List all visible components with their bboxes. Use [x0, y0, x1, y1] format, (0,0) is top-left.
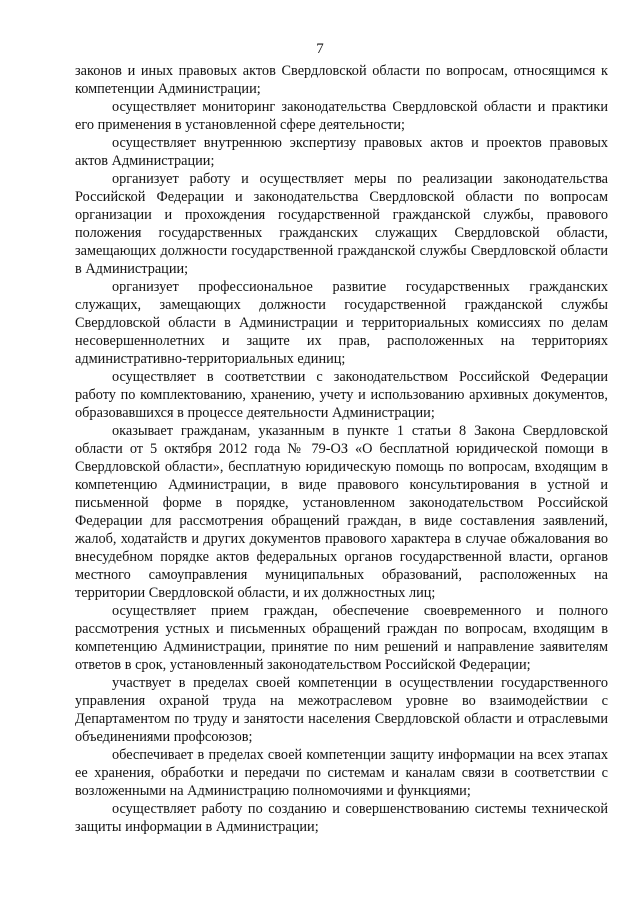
page-number: 7: [316, 41, 324, 57]
paragraph-archives: осуществляет в соответствии с законодательством Российской Федерации работу по комплектованию, хранению, учету и использованию архивных документов, образовавшихся в процессе деятельности Администрации;: [75, 369, 608, 421]
paragraph-professional-development: организует профессиональное развитие государственных гражданских служащих, замещающих должности государственной гражданской службы Свердловской области в Администрации и территориальных комиссиях по делам несовершеннолетних и защите их прав, расположенных на территориях административно-территориальных единиц;: [75, 279, 608, 367]
paragraph-legal-aid: оказывает гражданам, указанным в пункте 1 статьи 8 Закона Свердловской области от 5 октября 2012 года № 79-ОЗ «О бесплатной юридической помощи в Свердловской области», бесплатную юридическую помощь по вопросам, входящим в компетенцию Администрации, в виде правового консультирования в устной и письменной форме в порядке, установленном законодательством Российской Федерации для рассмотрения обращений граждан, в виде составления заявлений, жалоб, ходатайств и других документов правового характера в случае обжалования во внесудебном порядке актов федеральных органов государственной власти, органов местного самоуправления муниципальных образований, расположенных на территории Свердловской области, и их должностных лиц;: [75, 423, 608, 601]
paragraph-labor-protection: участвует в пределах своей компетенции в осуществлении государственного управления охраной труда на межотраслевом уровне во взаимодействии с Департаментом по труду и занятости населения Свердловской области и отраслевыми объединениями профсоюзов;: [75, 675, 608, 745]
document-body: [75, 62, 608, 836]
paragraph-citizen-appeals: осуществляет прием граждан, обеспечение своевременного и полного рассмотрения устных и письменных обращений граждан по вопросам, входящим в компетенцию Администрации, принятие по ним решений и направление заявителям ответов в срок, установленный законодательством Российской Федерации;: [75, 603, 608, 673]
paragraph-monitoring: осуществляет мониторинг законодательства Свердловской области и практики его применения в установленной сфере деятельности;: [75, 99, 608, 133]
paragraph-civil-service: организует работу и осуществляет меры по реализации законодательства Российской Федерации и законодательства Свердловской области по вопросам организации и прохождения государственной гражданской службы, правового положения государственных гражданских служащих Свердловской области, замещающих должности государственной гражданской службы Свердловской области в Администрации;: [75, 171, 608, 277]
paragraph-continuation: законов и иных правовых актов Свердловской области по вопросам, относящимся к компетенции Администрации;: [75, 63, 608, 97]
paragraph-legal-expertise: осуществляет внутреннюю экспертизу правовых актов и проектов правовых актов Администрации;: [75, 135, 608, 169]
paragraph-information-protection: обеспечивает в пределах своей компетенции защиту информации на всех этапах ее хранения, обработки и передачи по системам и каналам связи в соответствии с возложенными на Администрацию полномочиями и функциями;: [75, 747, 608, 799]
paragraph-technical-protection: осуществляет работу по созданию и совершенствованию системы технической защиты информации в Администрации;: [75, 801, 608, 835]
